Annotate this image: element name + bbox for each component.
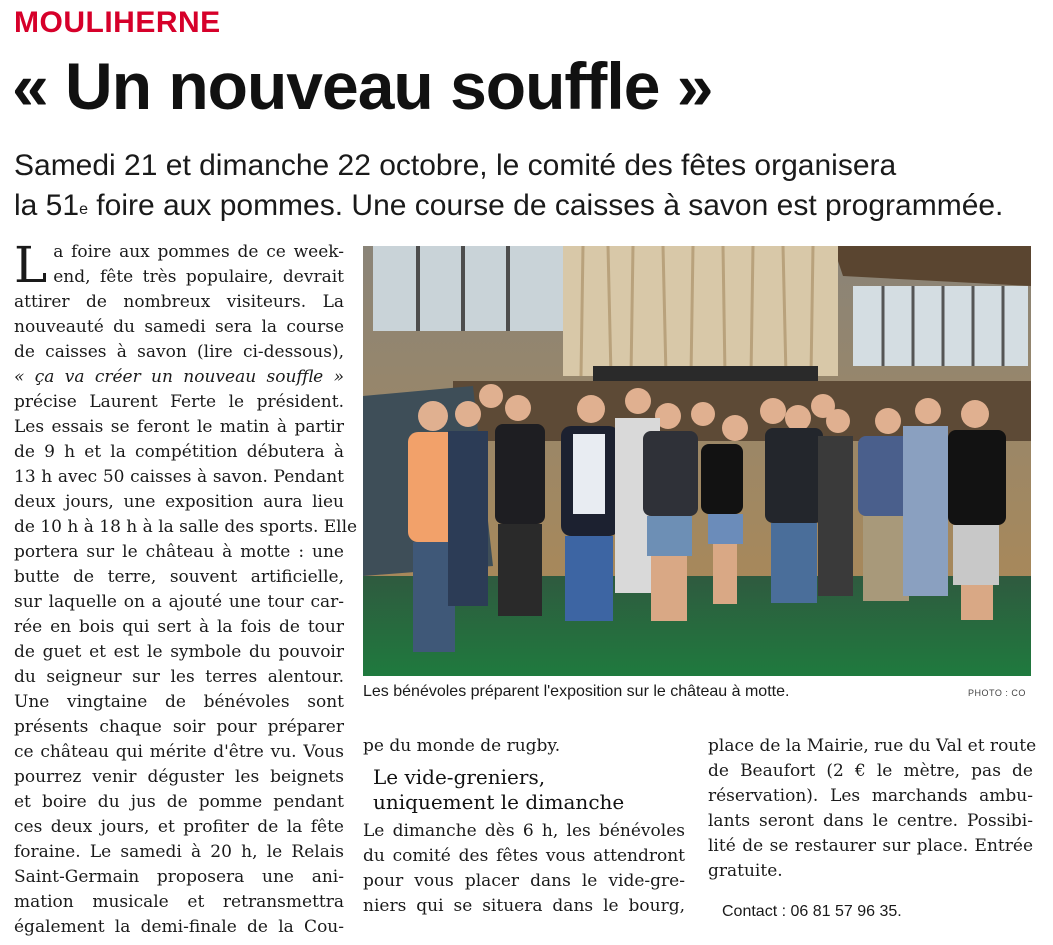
text-line: de Beaufort (2 € le mètre, pas de: [708, 761, 1033, 781]
text-line: « ça va créer un nouveau souffle »: [14, 367, 344, 387]
text-line: ce château qui mérite d'être vu. Vous: [14, 742, 344, 762]
subheading: [373, 765, 685, 815]
text-line: niers qui se situera dans le bourg,: [363, 896, 685, 916]
standfirst-line-1: Samedi 21 et dimanche 22 octobre, le comité des fêtes organisera: [14, 149, 897, 182]
text-line: réservation). Les marchands ambu-: [708, 786, 1033, 806]
text-line: mation musicale et retransmettra: [14, 892, 344, 912]
text-line: Une vingtaine de bénévoles sont: [14, 692, 344, 712]
photo-credit: PHOTO : CO: [968, 688, 1026, 698]
text-line: ces deux jours, et profiter de la fête: [14, 817, 344, 837]
text-line: de 9 h et la compétition débutera à: [14, 442, 344, 462]
subheading-line-1: Le vide-greniers,: [373, 765, 546, 789]
text-line: également la demi-finale de la Cou-: [14, 917, 344, 937]
article-column-3: [708, 734, 1037, 884]
contact-line: Contact : 06 81 57 96 35.: [722, 903, 902, 920]
article-column-2: [363, 734, 685, 919]
text-line: Le dimanche dès 6 h, les bénévoles: [363, 821, 685, 841]
text-line: précise Laurent Ferte le président.: [14, 392, 344, 412]
standfirst-text: foire aux pommes. Une course de caisses à savon est programmée.: [87, 189, 1004, 222]
text-line: de caisses à savon (lire ci-dessous),: [14, 342, 344, 362]
text-line: lité de se restaurer sur place. Entrée: [708, 836, 1033, 856]
text-line: lants seront dans le centre. Possibi-: [708, 811, 1033, 831]
text-line: Les essais se feront le matin à partir: [14, 417, 344, 437]
subheading-line-2: uniquement le dimanche: [373, 790, 625, 814]
article-column-1: [14, 236, 358, 940]
text-line: butte de terre, souvent artificielle,: [14, 567, 344, 587]
text-line: nouveauté du samedi sera la course: [14, 317, 344, 337]
text-line: sur laquelle on a ajouté une tour car-: [14, 592, 344, 612]
text-line: gratuite.: [708, 861, 783, 881]
text-line: end, fête très populaire, devrait: [53, 267, 344, 287]
ordinal-superscript: e: [79, 201, 88, 218]
text-line: du comité des fêtes vous attendront: [363, 846, 685, 866]
text-line: pourrez venir déguster les beignets: [14, 767, 344, 787]
volunteers-photo-illustration: [363, 246, 1031, 676]
text-line: du seigneur sur les terres alentour.: [14, 667, 344, 687]
text-line: présents chaque soir pour préparer: [14, 717, 344, 737]
photo-caption: Les bénévoles préparent l'exposition sur le château à motte.: [363, 683, 790, 700]
text-line: place de la Mairie, rue du Val et route: [708, 736, 1037, 756]
text-line: de guet et est le symbole du pouvoir: [14, 642, 344, 662]
text-line: a foire aux pommes de ce week-: [53, 242, 344, 262]
group-photo: [363, 246, 1031, 676]
text-line: rée en bois qui sert à la fois de tour: [14, 617, 344, 637]
text-line: et boire du jus de pomme pendant: [14, 792, 344, 812]
text-line: pour vous placer dans le vide-gre-: [363, 871, 685, 891]
text-line: attirer de nombreux visiteurs. La: [14, 292, 344, 312]
standfirst: [14, 146, 1044, 226]
drop-cap: L: [14, 236, 48, 294]
text-line: foraine. Le samedi à 20 h, le Relais: [14, 842, 344, 862]
text-line: Saint-Germain proposera une ani-: [14, 867, 344, 887]
text-line: deux jours, une exposition aura lieu: [14, 492, 344, 512]
text-line: portera sur le château à motte : une: [14, 542, 344, 562]
text-line: pe du monde de rugby.: [363, 736, 561, 756]
headline: « Un nouveau souffle »: [12, 49, 713, 123]
standfirst-text: la 51: [14, 189, 80, 222]
text-line: de 10 h à 18 h à la salle des sports. Elle: [14, 517, 358, 537]
text-line: 13 h avec 50 caisses à savon. Pendant: [14, 467, 344, 487]
standfirst-line-2: [14, 186, 1044, 226]
section-kicker: MOULIHERNE: [14, 6, 221, 39]
